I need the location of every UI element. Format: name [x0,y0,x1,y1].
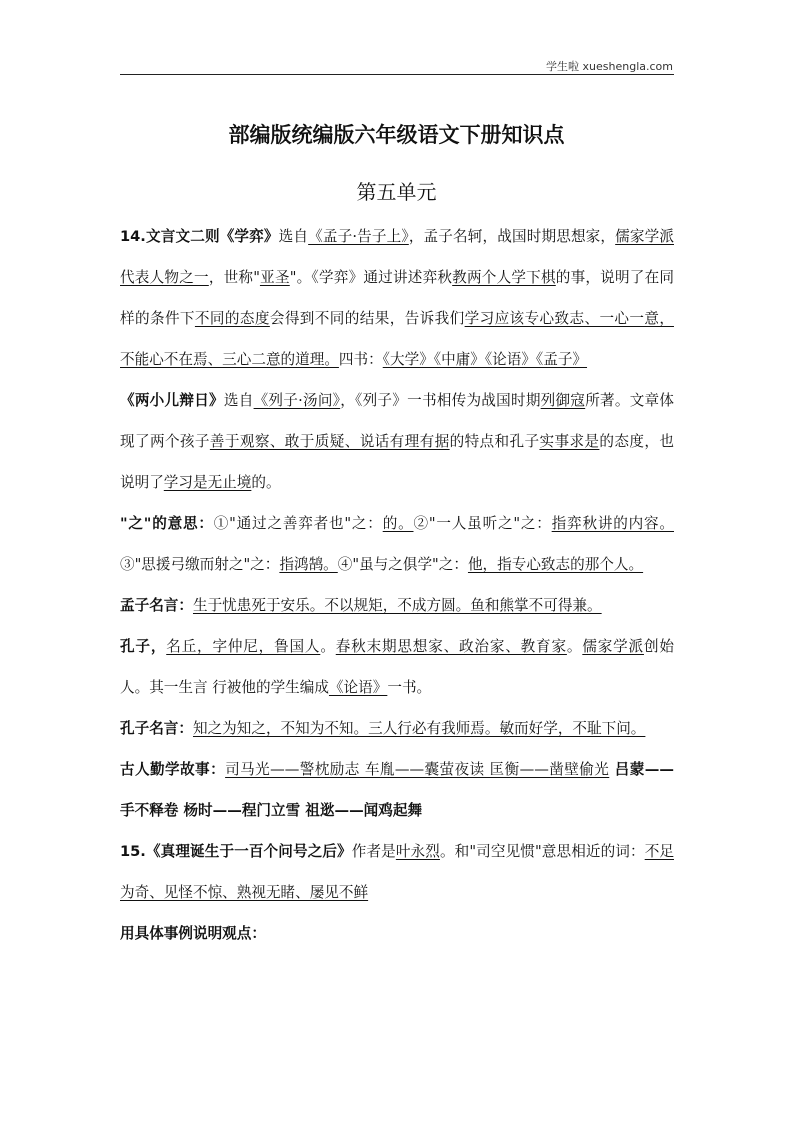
underlined-text: 不足为奇、见怪不惊、熟视无睹、屡见不鲜 [120,843,674,901]
text: ②"一人虽听之"之： [413,515,552,532]
underlined-text: 指弈秋讲的内容。 [551,515,674,532]
paragraph-zhenli [120,831,674,913]
page-title: 部编版统编版六年级语文下册知识点 [228,123,565,147]
text: ，《列子》一书相传为战国时期 [340,392,541,409]
section-label-mengzi: 孟子名言： [120,597,193,614]
paragraph-zhi-meaning [120,503,674,585]
paragraph-kongzi-quotes [120,708,674,749]
underlined-text: 的。 [382,515,414,532]
underlined-text: 他，指专心致志的那个人。 [467,556,644,573]
paragraph-mengzi-quotes [120,585,674,626]
text: 的特点和孔子 [449,433,540,450]
header-site: 学生啦 xueshengla.com [546,60,673,73]
underlined-text: 《列子·汤问》 [253,392,341,409]
lesson-heading-xueyi: 14.文言文二则《学弈》 [120,228,279,245]
underlined-text: 儒家学派代表人物之一 [120,228,674,286]
text: 一书。 [387,679,432,696]
underlined-text: 名丘，字仲尼，鲁国人 [166,638,321,655]
underlined-text: 实事求是 [539,433,600,450]
text: 。 [320,638,336,655]
underlined-text: 亚圣 [259,269,290,286]
text: 的事，说明了在同样的条件下 [120,269,674,327]
underlined-text: 不同的态度 [194,310,270,327]
underlined-text: 春秋末期思想家、政治家、教育家 [335,638,567,655]
paragraph-examples [120,913,674,954]
text: ，世称" [208,269,260,286]
paragraph-kongzi [120,626,674,708]
section-label-kongzi: 孔子， [120,638,167,655]
text: 。和"司空见惯"意思相近的词： [439,843,645,860]
underlined-text: 《论语》 [328,679,388,696]
text: 会得到不同的结果，告诉我们 [269,310,465,327]
bold-text: 吕蒙——手不释卷 杨时——程门立雪 祖逖——闻鸡起舞 [120,761,674,819]
underlined-text: 学习是无止境 [163,474,252,491]
underlined-text: 《大学》《中庸》《论语》《孟子》 [382,351,588,368]
text: ④"虽与之俱学"之： [337,556,468,573]
underlined-text: 善于观察、敢于质疑、说话有理有据 [209,433,450,450]
section-label-examples: 用具体事例说明观点： [120,925,266,942]
underlined-text: 教两个人学下棋 [452,269,556,286]
text: 。 [566,638,583,655]
section-label-kongzi-quotes: 孔子名言： [120,720,193,737]
underlined-text: 学习应该专心致志、一心一意，不能心不在焉、三心二意的道理。 [120,310,674,368]
underlined-text: 知之为知之，不知为不知。三人行必有我师焉。敏而好学，不耻下问。 [192,720,646,737]
paragraph-xueyi [120,216,674,380]
text: 选自 [223,392,254,409]
text: 选自 [278,228,309,245]
text: 所著。文章体现了两个孩子 [120,392,674,450]
underlined-text: 生于忧患死于安乐。不以规矩，不成方圆。鱼和熊掌不可得兼。 [192,597,602,614]
paragraph-liangxiaoer [120,380,674,503]
underlined-text: 司马光——警枕励志 车胤——囊萤夜读 匡衡——凿壁偷光 [225,761,610,778]
text: ①"通过之善弈者也"之： [213,515,383,532]
lesson-heading-zhenli: 15.《真理诞生于一百个问号之后》 [120,843,352,860]
text: 的。 [251,474,281,491]
text: 创始人。其一生言 行被他的学生编成 [120,638,674,696]
paragraph-study-stories [120,749,674,831]
underlined-text: 儒家学派 [582,638,644,655]
text: 作者是 [351,843,396,860]
underlined-text: 叶永烈 [395,843,440,860]
unit-heading: 第五单元 [356,180,437,204]
underlined-text: 指鸿鹄。 [279,556,338,573]
document-body [120,216,674,954]
text: 的态度，也说明了 [120,433,674,491]
lesson-heading-liangxiaoer: 《两小儿辩日》 [120,392,224,409]
text: ，孟子名轲，战国时期思想家， [408,228,616,245]
text: "。《学弈》通过讲述弈秋 [289,269,453,286]
underlined-text: 《孟子·告子上》 [308,228,409,245]
section-label-zhi: "之"的意思： [120,515,214,532]
underlined-text: 列御寇 [540,392,586,409]
text: ③"思援弓缴而射之"之： [120,556,280,573]
text: 四书： [338,351,383,368]
header-divider [120,74,674,75]
section-label-study-stories: 古人勤学故事： [120,761,226,778]
